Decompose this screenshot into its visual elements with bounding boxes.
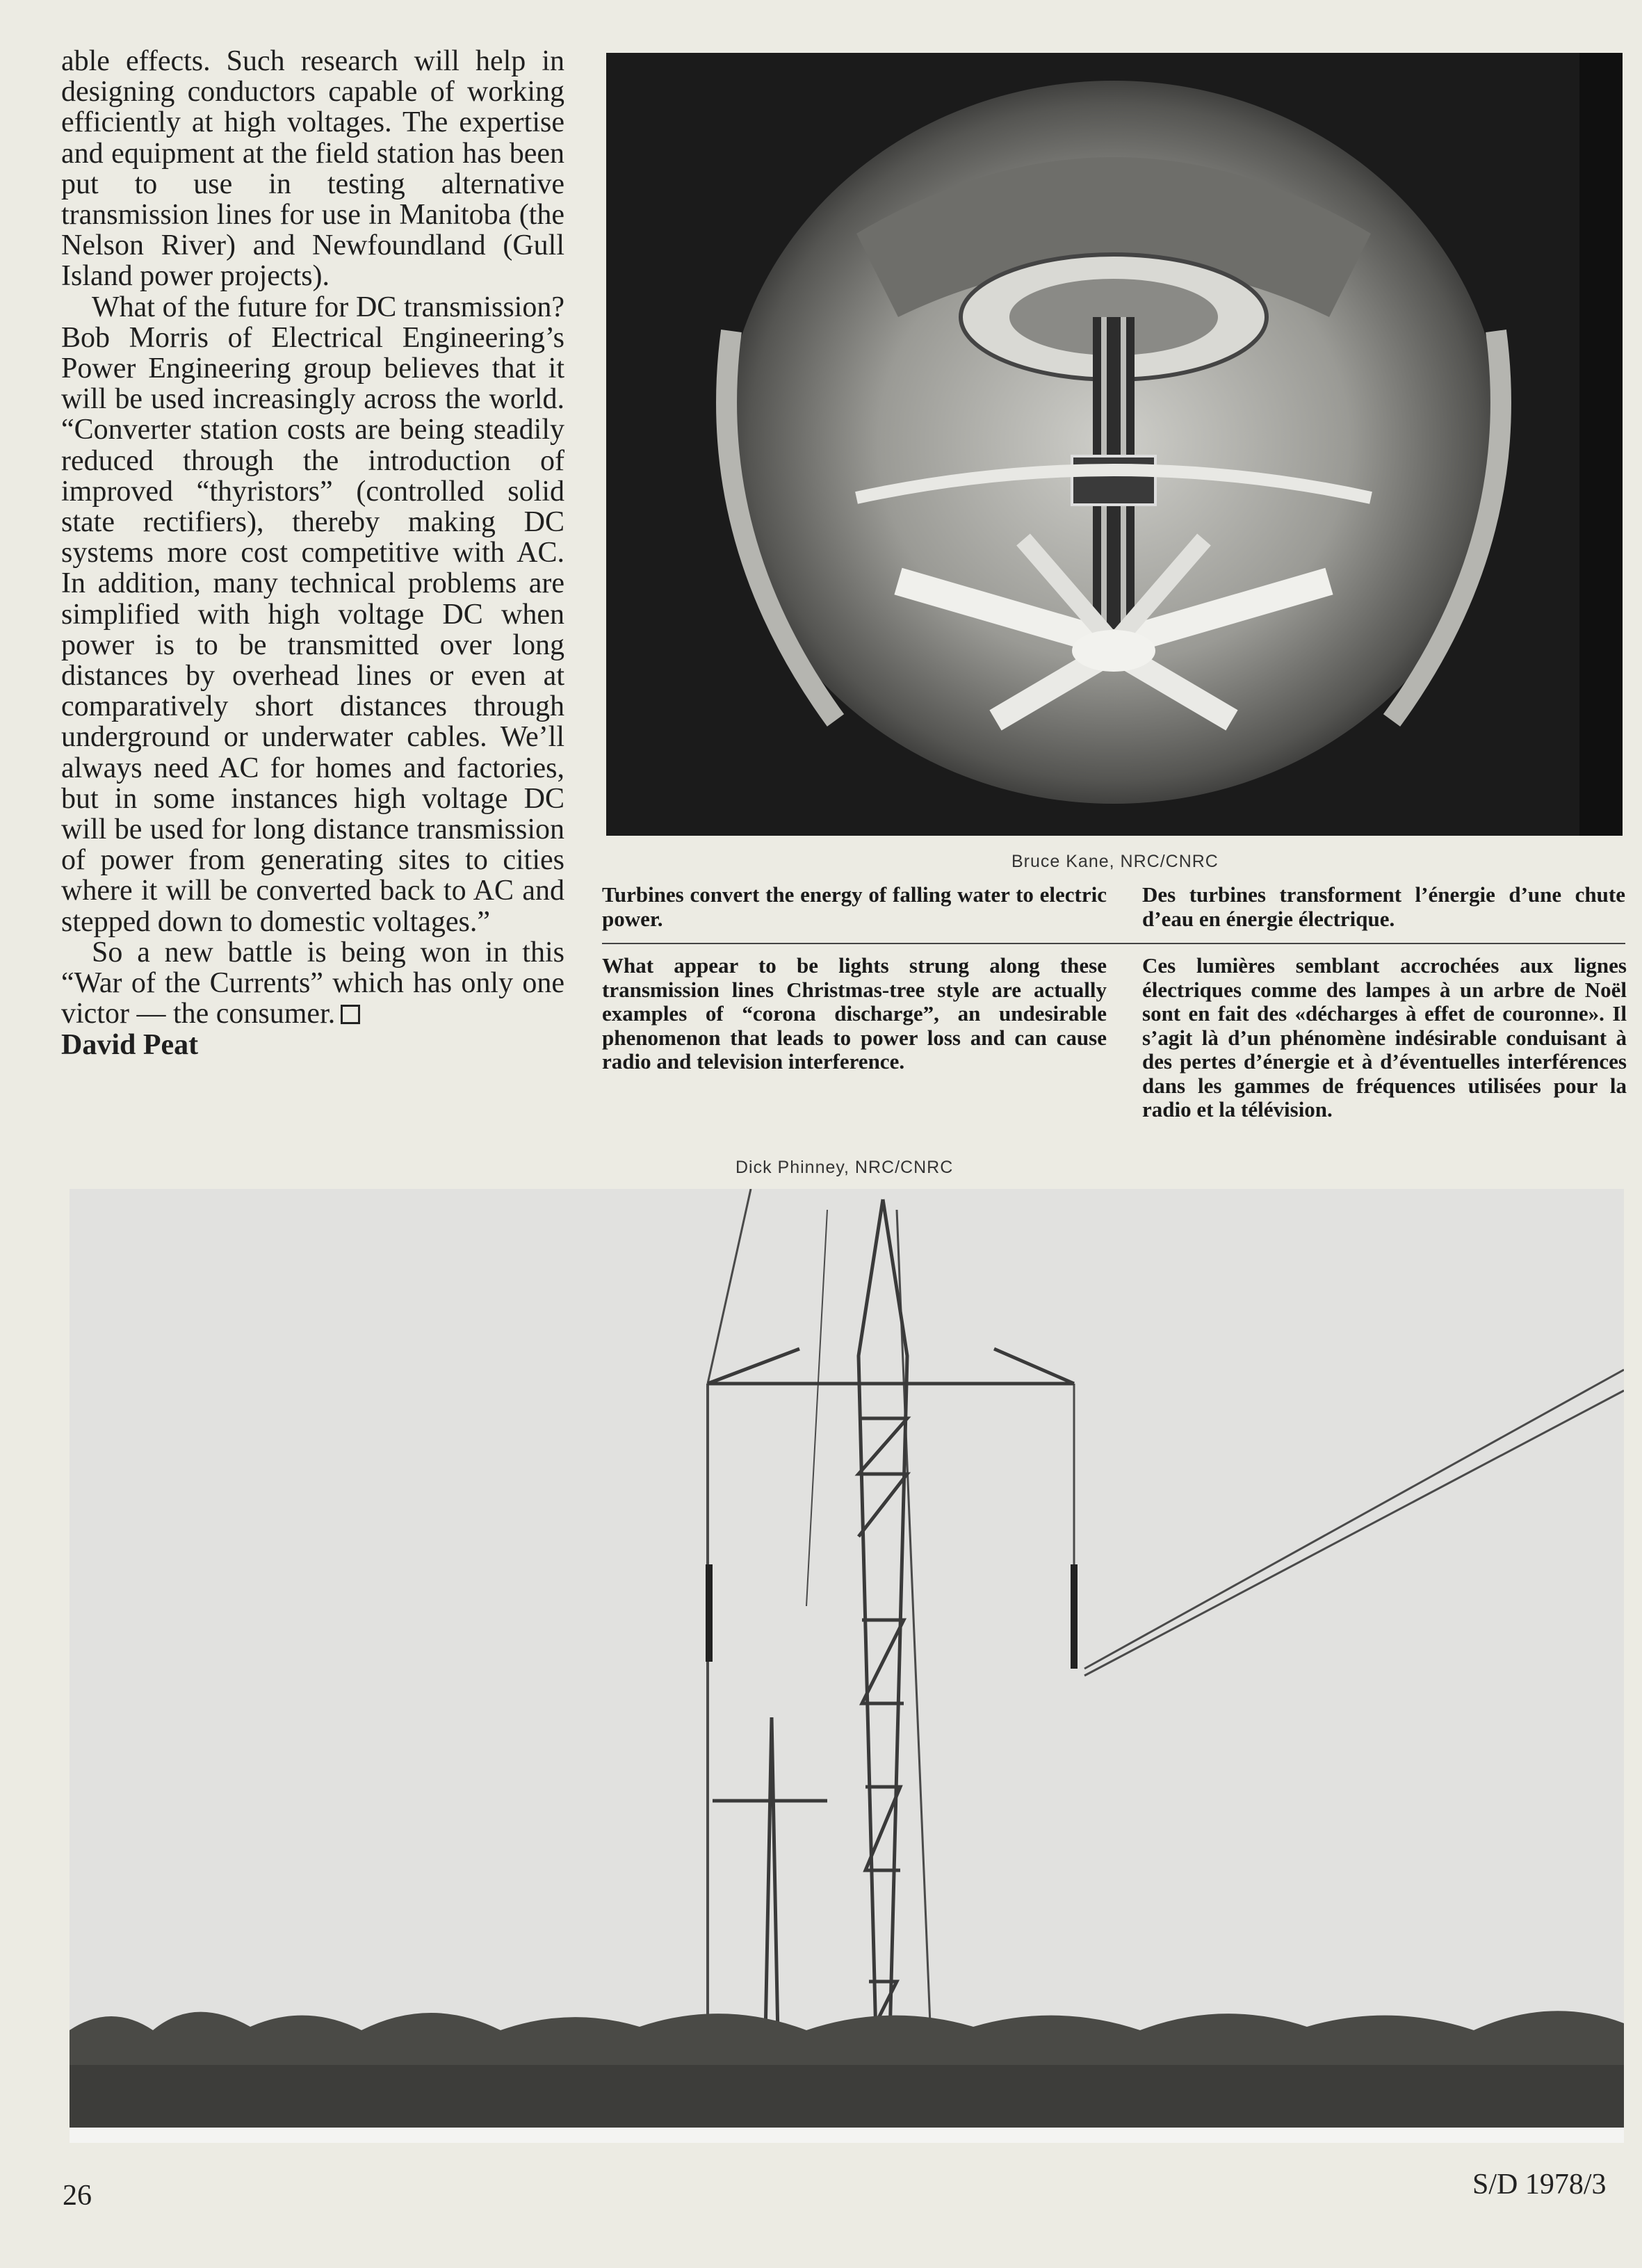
transmission-lines-drawing (70, 1189, 1624, 2143)
caption-divider (602, 943, 1625, 944)
caption-lines-en: What appear to be lights strung along these transmission lines Christmas-tree style are actually examples of “corona discharge”, an undesirable phenomenon that leads to power loss and can cause radio and television interference. (602, 953, 1107, 1074)
byline: David Peat (61, 1028, 199, 1061)
caption-lines-fr: Ces lumières semblant accrochées aux lignes électriques comme des lampes à un arbre de Noël sont en fait des «décharges à effet de couronne». Il s’agit là d’un phénomène indésirable conduisant à des pertes d’énergie et à d’éventuelles interférences dans les gammes de fréquences utilisées pour la radio et la télévision. (1142, 953, 1627, 1121)
page-number: 26 (63, 2180, 92, 2212)
caption-turbine-en: Turbines convert the energy of falling water to electric power. (602, 882, 1107, 931)
article-paragraph: able effects. Such research will help in designing conductors capable of working efficiently at high voltages. The expertise and equipment at the field station has been put to use in testing alternative transmission lines for use in Manitoba (the Nelson River) and Newfoundland (Gull Island power projects). (61, 45, 564, 293)
caption-turbine-fr: Des turbines transforment l’énergie d’une chute d’eau en énergie électrique. (1142, 882, 1625, 931)
end-mark-icon (341, 1005, 360, 1024)
photo-credit-turbine: Bruce Kane, NRC/CNRC (1011, 852, 1219, 871)
article-paragraph: What of the future for DC transmission? Bob Morris of Electrical Engineering’s Power Engineering group believes that it will be used increasingly across the world. “Converter station costs are being steadily reduced through the introduction of improved “thyristors” (controlled solid state rectifiers), thereby making DC systems more cost competitive with AC. In addition, many technical problems are simplified with high voltage DC when power is to be transmitted over long distances by overhead lines or even at comparatively short distances through underground or underwater cables. We’ll always need AC for homes and factories, but in some instances high voltage DC will be used for long distance transmission of power from generating sites to cities where it will be converted back to AC and stepped down to domestic voltages.” (61, 291, 564, 938)
article-text-column (61, 46, 564, 1060)
article-paragraph (61, 937, 564, 1030)
turbine-photo (606, 53, 1623, 836)
issue-label: S/D 1978/3 (1472, 2169, 1607, 2201)
transmission-lines-photo (70, 1189, 1624, 2143)
turbine-photo-drawing (606, 53, 1623, 836)
article-paragraph-text: So a new battle is being won in this “War of the Currents” which has only one victor — the consumer. (61, 936, 564, 1030)
photo-credit-lines: Dick Phinney, NRC/CNRC (735, 1158, 954, 1177)
